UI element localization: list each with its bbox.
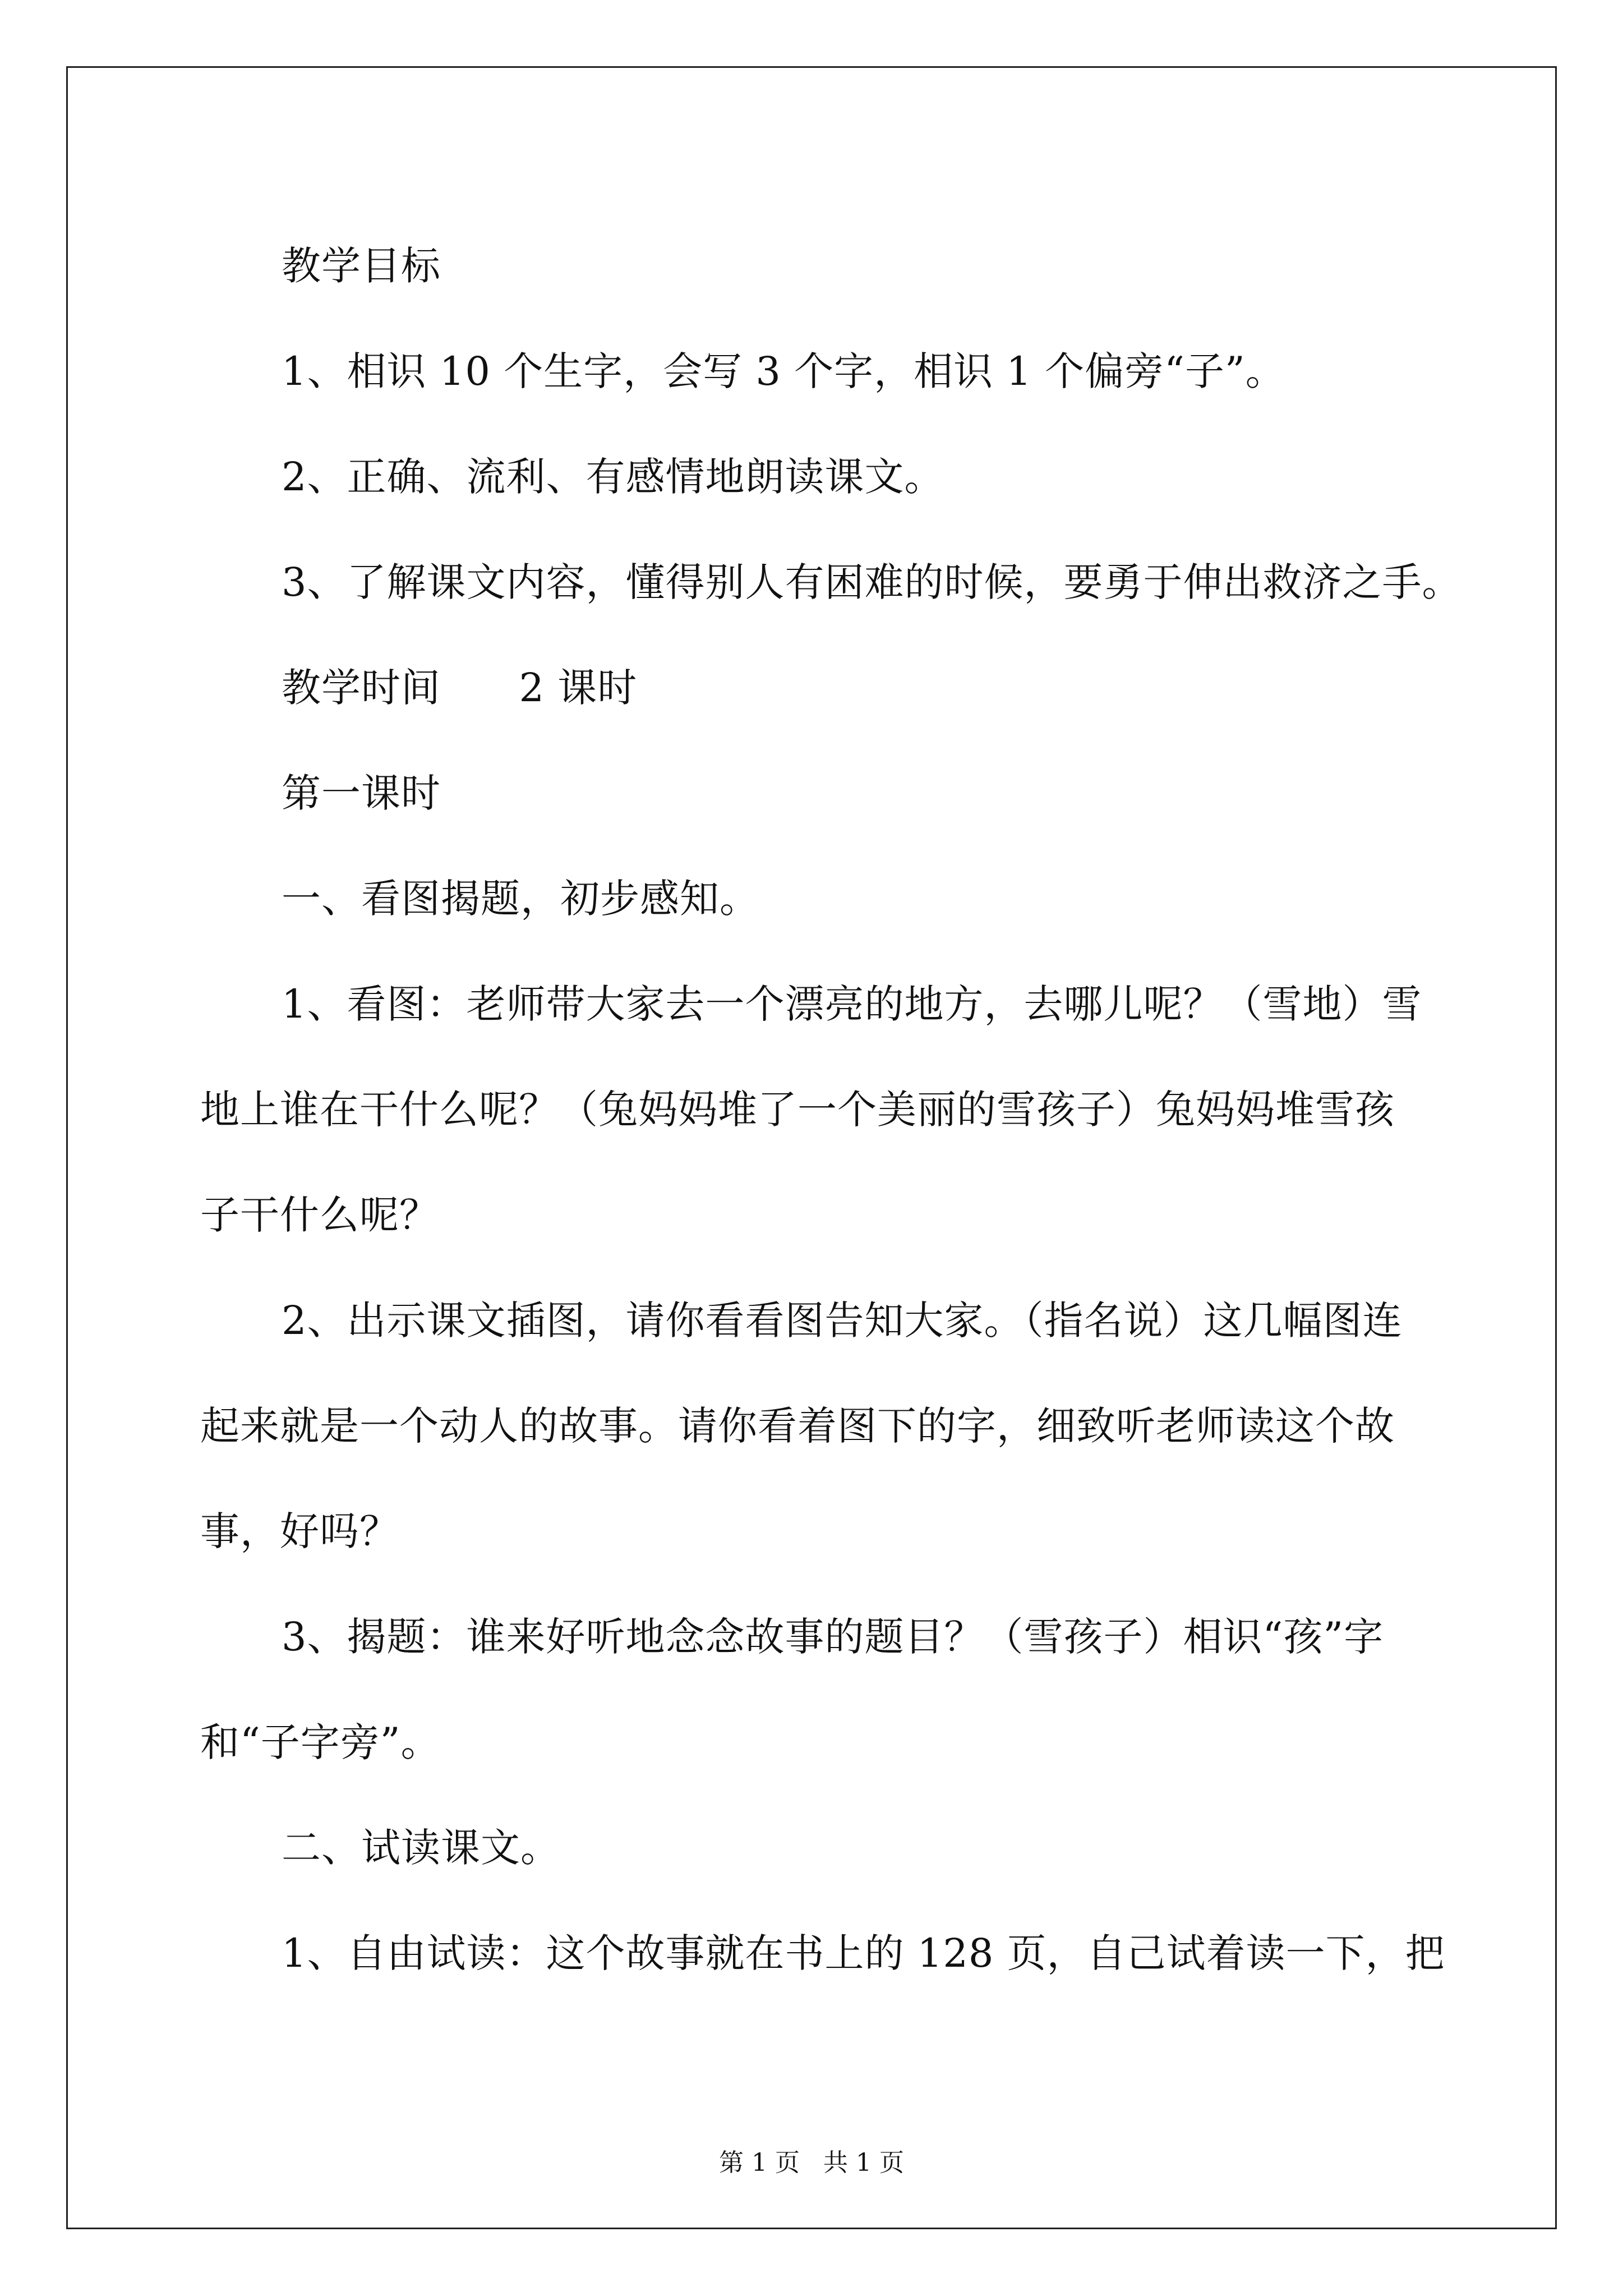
paragraph-line: 1、看图：老师带大家去一个漂亮的地方，去哪儿呢？（雪地）雪 <box>282 981 1422 1027</box>
paragraph-line: 子干什么呢？ <box>200 1192 439 1238</box>
section-heading-objectives: 教学目标 <box>282 243 441 289</box>
section-heading-first-lesson: 第一课时 <box>282 770 441 816</box>
paragraph-line: 2、出示课文插图，请你看看图告知大家。（指名说）这几幅图连 <box>282 1297 1403 1343</box>
document-body <box>200 213 1462 2006</box>
paragraph-line: 3、揭题：谁来好听地念念故事的题目？（雪孩子）相识“孩”字 <box>282 1614 1384 1660</box>
page-footer: 第 1 页 共 1 页 <box>719 2148 904 2177</box>
section-heading-part-one: 一、看图揭题，初步感知。 <box>282 876 759 922</box>
paragraph-line: 2、正确、流利、有感情地朗读课文。 <box>282 454 944 500</box>
section-heading-time: 教学时间 2 课时 <box>282 665 638 711</box>
paragraph-line: 和“子字旁”。 <box>200 1719 441 1765</box>
paragraph-line: 地上谁在干什么呢？（兔妈妈堆了一个美丽的雪孩子）兔妈妈堆雪孩 <box>200 1087 1395 1133</box>
paragraph-line: 1、自由试读：这个故事就在书上的 128 页，自己试着读一下，把 <box>282 1930 1445 1976</box>
section-heading-part-two: 二、试读课文。 <box>282 1825 560 1871</box>
paragraph-line: 事，好吗？ <box>200 1508 399 1554</box>
paragraph-line: 1、相识 10 个生字，会写 3 个字，相识 1 个偏旁“子”。 <box>282 348 1285 394</box>
paragraph-line: 3、了解课文内容，懂得别人有困难的时候，要勇于伸出救济之手。 <box>282 559 1462 605</box>
paragraph-line: 起来就是一个动人的故事。请你看着图下的字，细致听老师读这个故 <box>200 1403 1395 1449</box>
